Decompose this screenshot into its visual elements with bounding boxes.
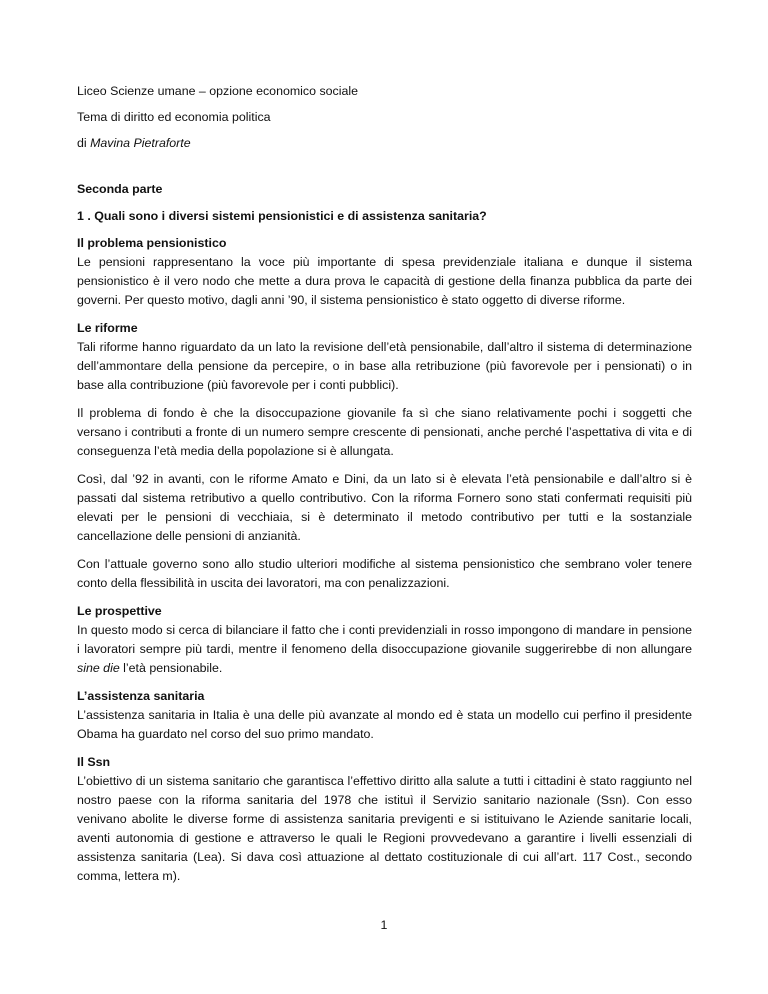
paragraph: L’assistenza sanitaria in Italia è una delle più avanzate al mondo ed è stata un modello cui perfino il presidente Obama ha guardato nel corso del suo primo mandato. xyxy=(77,708,692,741)
section-title: Le prospettive xyxy=(77,604,162,618)
question-title: 1 . Quali sono i diversi sistemi pensionistici e di assistenza sanitaria? xyxy=(77,209,487,223)
paragraph: Il problema di fondo è che la disoccupazione giovanile fa sì che siano relativamente pochi i soggetti che versano i contributi a fronte di un numero sempre crescente di pensionati, anche perché l’aspettativa di vita e di conseguenza l’età media della popolazione si è allungata. xyxy=(77,406,692,458)
author-prefix: di xyxy=(77,136,91,150)
school-line: Liceo Scienze umane – opzione economico sociale xyxy=(77,84,359,98)
section-health-care xyxy=(77,687,692,744)
section-title: Il problema pensionistico xyxy=(77,236,227,250)
spacer xyxy=(77,160,692,180)
author-name: Mavina Pietraforte xyxy=(90,136,191,150)
author-line xyxy=(77,134,692,153)
section-ssn xyxy=(77,753,692,886)
page-number: 1 xyxy=(380,918,388,932)
document-page xyxy=(77,82,692,895)
text-run: l’età pensionabile. xyxy=(119,661,223,675)
paragraph: Così, dal ’92 in avanti, con le riforme Amato e Dini, da un lato si è elevata l’età pensionabile e dall’altro si è passati dal sistema retributivo a quello contributivo. Con la riforma Fornero sono stati confermati requisiti più elevati per le pensioni di vecchiaia, si è determinato il metodo contributivo per tutti e la sostanziale cancellazione delle pensioni di anzianità. xyxy=(77,472,692,543)
section-title: Il Ssn xyxy=(77,755,111,769)
section-title: Le riforme xyxy=(77,321,138,335)
part-title: Seconda parte xyxy=(77,182,163,196)
text-run: In questo modo si cerca di bilanciare il fatto che i conti previdenziali in rosso impongono di mandare in pensione i lavoratori sempre più tardi, mentre il fenomeno della disoccupazione giovanile suggerirebbe di non allungare xyxy=(77,623,692,656)
paragraph xyxy=(77,621,692,678)
paragraph: Con l’attuale governo sono allo studio ulteriori modifiche al sistema pensionistico che sembrano voler tenere conto della flessibilità in uscita dei lavoratori, ma con penalizzazioni. xyxy=(77,557,692,590)
subject-line: Tema di diritto ed economia politica xyxy=(77,110,271,124)
paragraph: Tali riforme hanno riguardato da un lato la revisione dell’età pensionabile, dall’altro il sistema di determinazione dell’ammontare della pensione da percepire, o in base alla retribuzione (più favorevole per i pensionati) o in base alla contribuzione (più favorevole per i conti pubblici). xyxy=(77,340,692,392)
section-pensions-problem xyxy=(77,234,692,310)
section-prospects xyxy=(77,602,692,678)
paragraph: L’obiettivo di un sistema sanitario che garantisca l’effettivo diritto alla salute a tutti i cittadini è stato raggiunto nel nostro paese con la riforma sanitaria del 1978 che istituì il Servizio sanitario nazionale (Ssn). Con esso venivano abolite le diverse forme di assistenza sanitaria previgenti e si istituivano le Aziende sanitarie locali, aventi autonomia di gestione e attraverso le quali le Regioni provvedevano a garantire i livelli essenziali di assistenza sanitaria (Lea). Si dava così attuazione al dettato costituzionale di cui all’art. 117 Cost., secondo comma, lettera m). xyxy=(77,774,692,883)
section-title: L’assistenza sanitaria xyxy=(77,689,205,703)
italic-text: sine die xyxy=(77,661,120,675)
section-reforms xyxy=(77,319,692,593)
paragraph: Le pensioni rappresentano la voce più importante di spesa previdenziale italiana e dunque il sistema pensionistico è il vero nodo che mette a dura prova le capacità di gestione della finanza pubblica da parte dei governi. Per questo motivo, dagli anni ’90, il sistema pensionistico è stato oggetto di diverse riforme. xyxy=(77,255,692,307)
